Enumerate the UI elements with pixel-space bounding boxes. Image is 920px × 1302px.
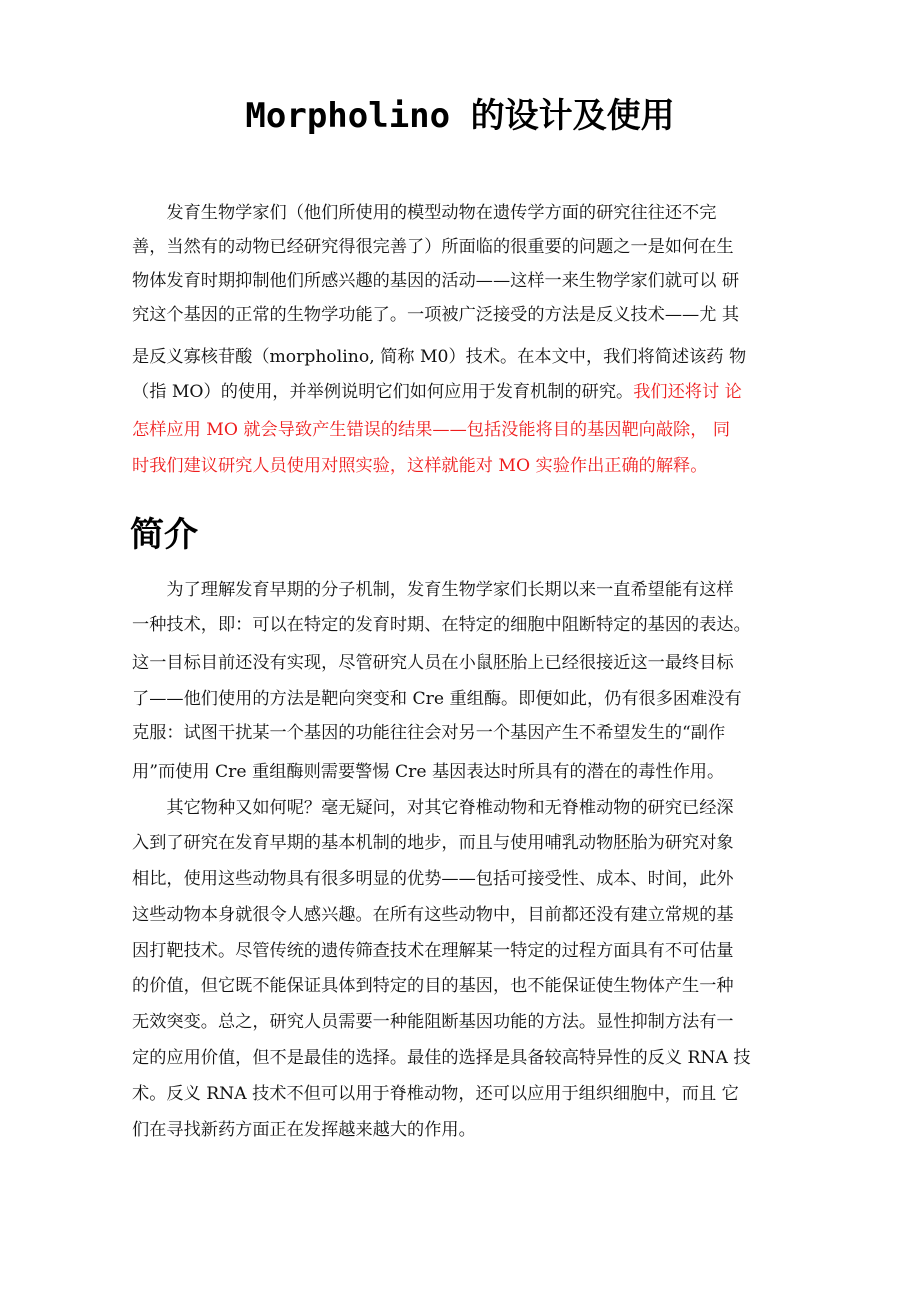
text-line: 这些动物本身就很令人感兴趣。在所有这些动物中，目前都还没有建立常规的基 [132, 905, 734, 925]
text-line: 因打靶技术。尽管传统的遗传筛查技术在理解某一特定的过程方面具有不可估量 [132, 941, 734, 961]
highlighted-text: 我们还将讨 论 [633, 382, 742, 402]
text-line: 克服：试图干扰某一个基因的功能往往会对另一个基因产生不希望发生的“副作 [132, 723, 726, 743]
text-line: 为了理解发育早期的分子机制，发育生物学家们长期以来一直希望能有这样 [132, 580, 734, 600]
text-line: 善，当然有的动物已经研究得很完善了）所面临的很重要的问题之一是如何在生 [132, 237, 734, 257]
text-line: 发育生物学家们（他们所使用的模型动物在遗传学方面的研究往往还不完 [132, 203, 717, 223]
text-line: 其它物种又如何呢？毫无疑问，对其它脊椎动物和无脊椎动物的研究已经深 [132, 798, 734, 818]
text-line: 的价值，但它既不能保证具体到特定的目的基因，也不能保证使生物体产生一种 [132, 976, 734, 996]
section-heading: 简介 [130, 515, 198, 555]
text-line: 们在寻找新药方面正在发挥越来越大的作用。 [132, 1120, 476, 1140]
text-line: 用”而使用 Cre 重组酶则需要警惕 Cre 基因表达时所具有的潜在的毒性作用。 [132, 762, 725, 782]
text-line: 术。反义 RNA 技术不但可以用于脊椎动物，还可以应用于组织细胞中，而且 它 [132, 1084, 739, 1104]
document-title: Morpholino 的设计及使用 [245, 96, 675, 136]
text-line: 定的应用价值，但不是最佳的选择。最佳的选择是具备较高特异性的反义 RNA 技 [132, 1048, 751, 1068]
text-line: 入到了研究在发育早期的基本机制的地步，而且与使用哺乳动物胚胎为研究对象 [132, 833, 734, 853]
highlighted-text-line: 怎样应用 MO 就会导致产生错误的结果——包括没能将目的基因靶向敲除， 同 [132, 420, 731, 440]
text-line: 是反义寡核苷酸（morpholino, 简称 M0）技术。在本文中，我们将简述该药 物 [132, 347, 747, 367]
text-line: 这一目标目前还没有实现，尽管研究人员在小鼠胚胎上已经很接近这一最终目标 [132, 653, 734, 673]
text-line: 了——他们使用的方法是靶向突变和 Cre 重组酶。即便如此，仍有很多困难没有 [132, 689, 742, 709]
text-span: （指 MO）的使用，并举例说明它们如何应用于发育机制的研究。 [132, 382, 634, 402]
text-line-mixed [132, 380, 742, 404]
text-line: 无效突变。总之，研究人员需要一种能阻断基因功能的方法。显性抑制方法有一 [132, 1012, 734, 1032]
text-line: 究这个基因的正常的生物学功能了。一项被广泛接受的方法是反义技术——尤 其 [132, 305, 740, 325]
text-line: 相比，使用这些动物具有很多明显的优势——包括可接受性、成本、时间，此外 [132, 869, 734, 889]
text-line: 物体发育时期抑制他们所感兴趣的基因的活动——这样一来生物学家们就可以 研 [132, 271, 740, 291]
highlighted-text-line: 时我们建议研究人员使用对照实验，这样就能对 MO 实验作出正确的解释。 [132, 456, 708, 476]
text-line: 一种技术，即：可以在特定的发育时期、在特定的细胞中阻断特定的基因的表达。 [132, 615, 751, 635]
